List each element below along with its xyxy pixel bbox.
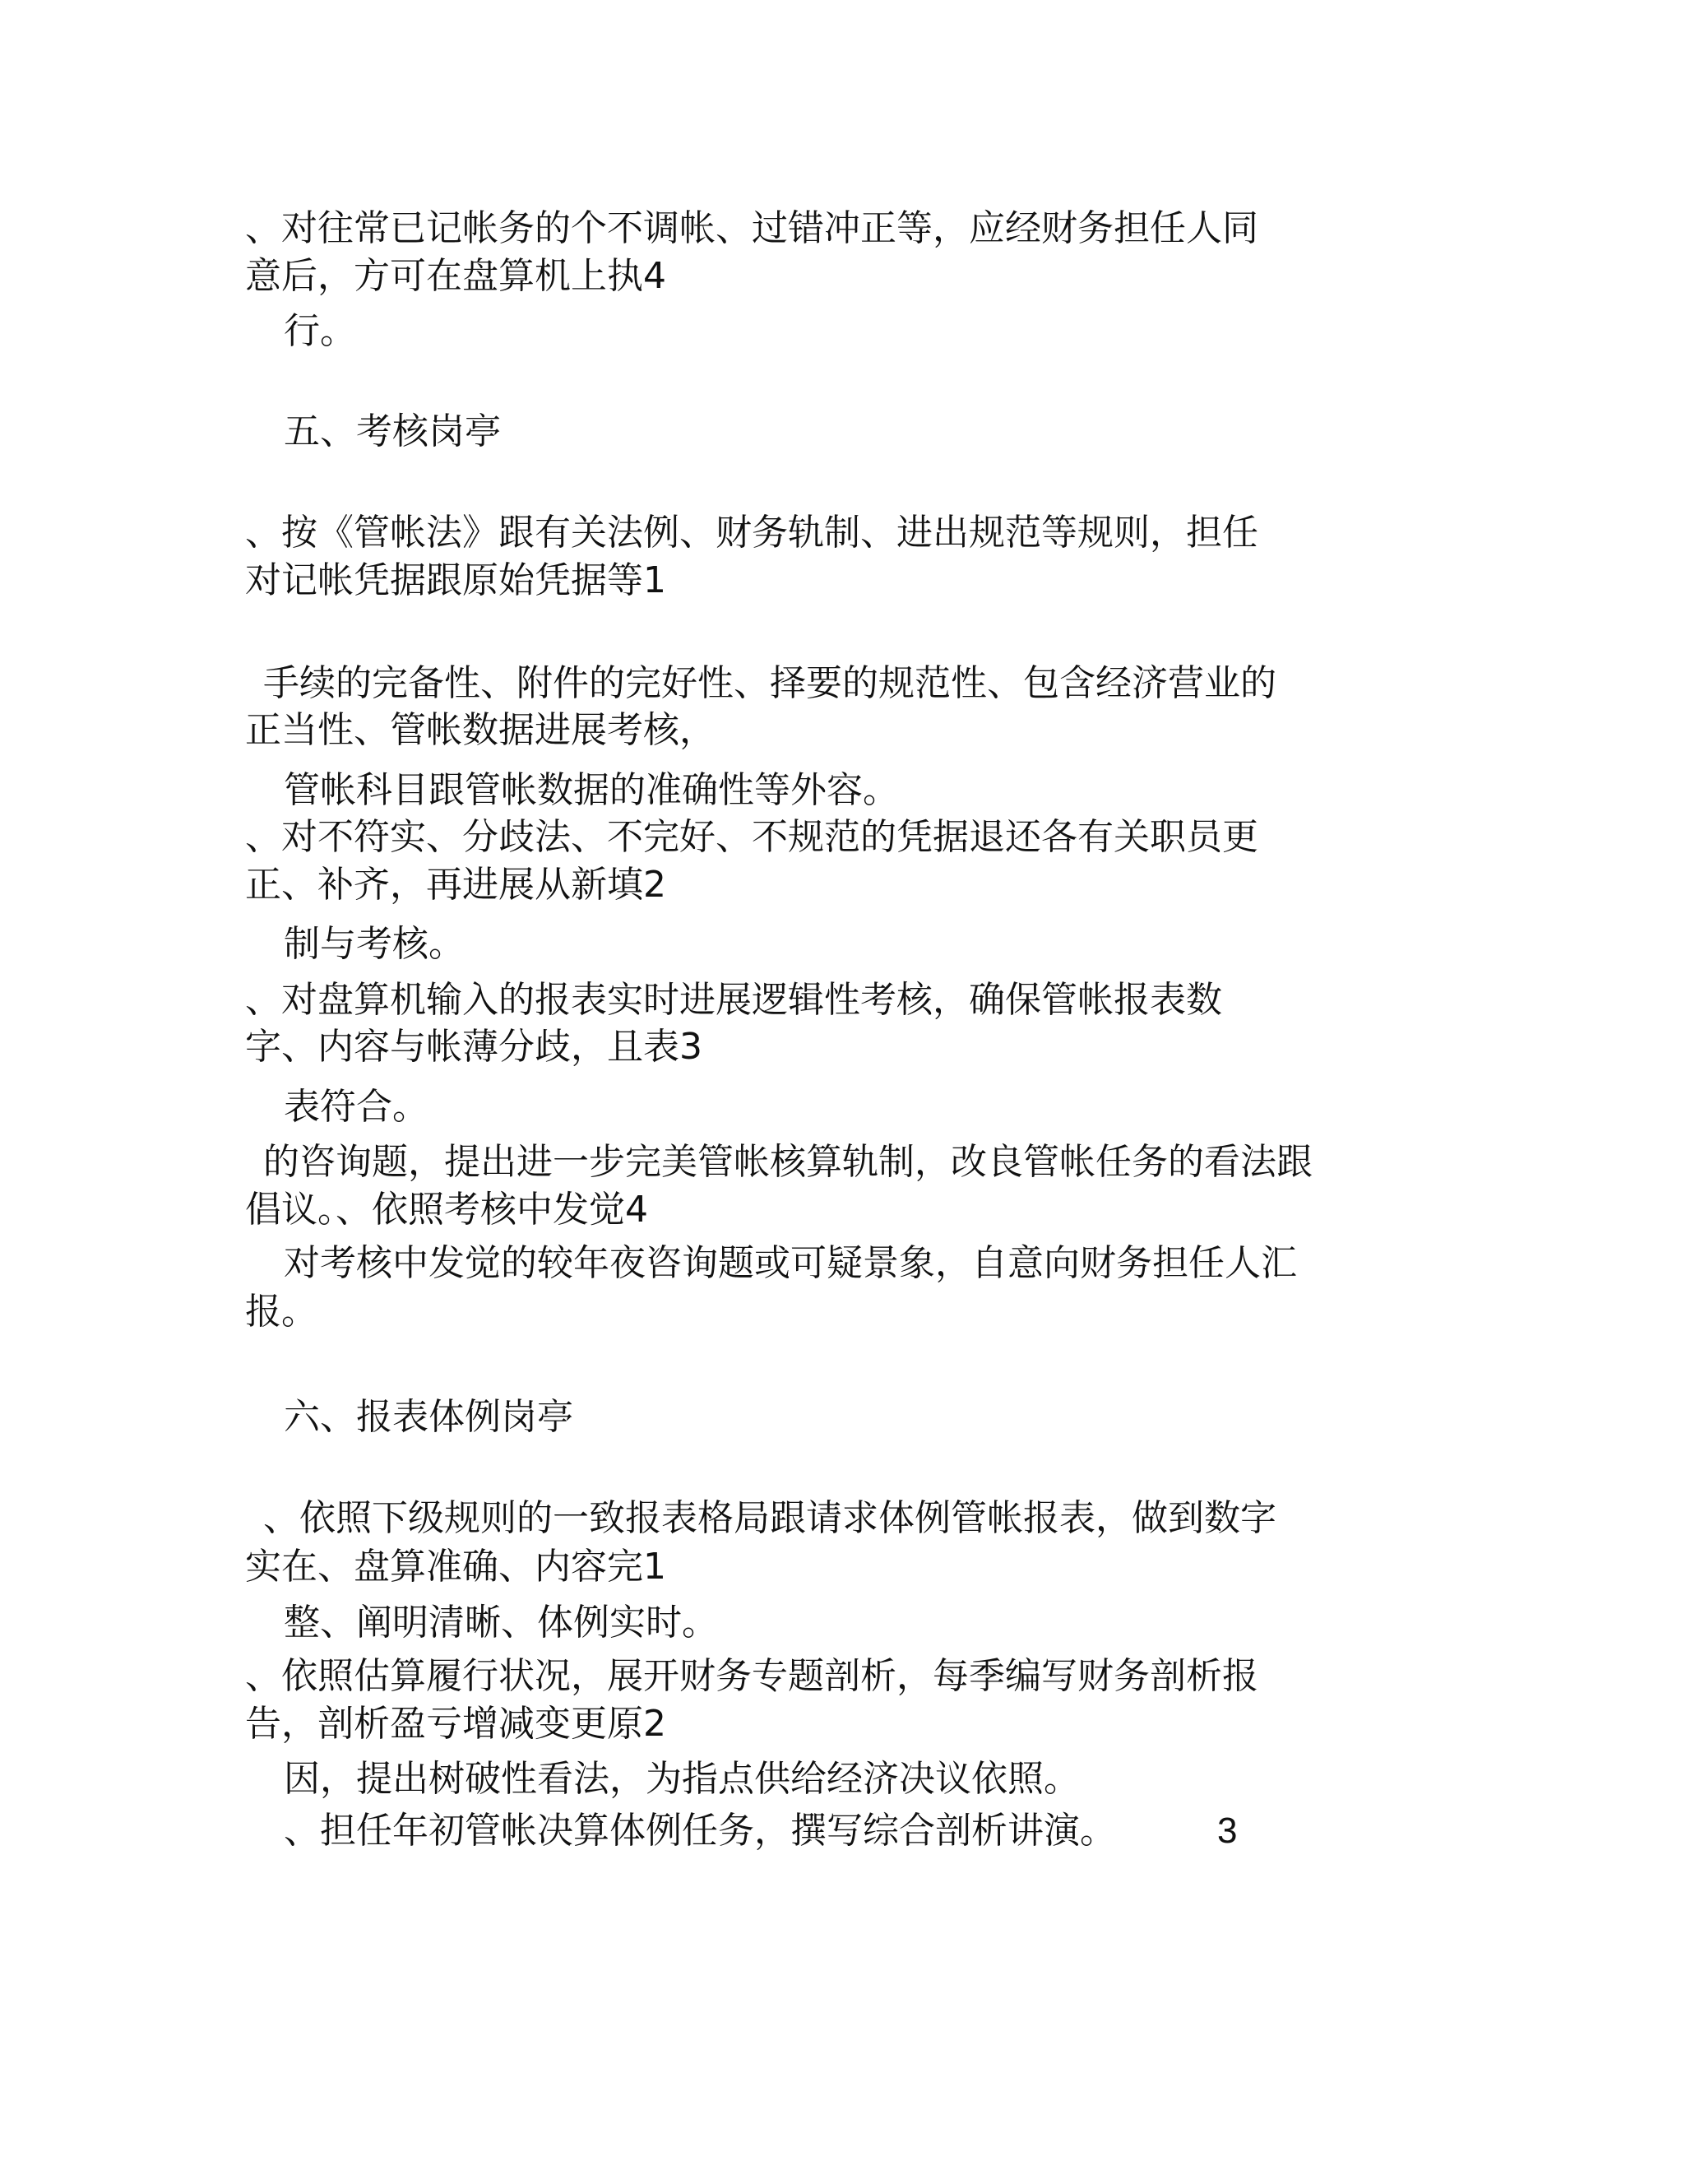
text-line-21: 整、阐明清晰、体例实时。 (284, 1602, 718, 1644)
text-line-7: 正当性、管帐数据进展考核， (245, 709, 716, 751)
text-line-4: 、按《管帐法》跟有关法例、财务轨制、进出规范等规则，担任 (245, 512, 1258, 554)
text-line-19: 、依照下级规则的一致报表格局跟请求体例管帐报表，做到数字 (263, 1497, 1276, 1539)
text-line-12: 、对盘算机输入的报表实时进展逻辑性考核，确保管帐报表数 (245, 979, 1222, 1021)
text-line-14: 表符合。 (284, 1086, 428, 1128)
text-line-25: 、担任年初管帐决算体例任务，撰写综合剖析讲演。 (284, 1810, 1116, 1852)
section-heading-6: 六、报表体例岗亭 (284, 1396, 573, 1438)
text-line-20: 实在、盘算准确、内容完1 (245, 1546, 666, 1588)
text-line-2: 意后，方可在盘算机上执4 (245, 255, 666, 297)
text-line-16: 倡议。、依照考核中发觉4 (245, 1189, 648, 1231)
text-line-15: 的咨询题，提出进一步完美管帐核算轨制，改良管帐任务的看法跟 (263, 1141, 1313, 1183)
text-line-23: 告，剖析盈亏增减变更原2 (245, 1703, 666, 1745)
text-line-8: 管帐科目跟管帐数据的准确性等外容。 (284, 769, 899, 811)
text-line-22: 、依照估算履行状况，展开财务专题剖析，每季编写财务剖析报 (245, 1655, 1258, 1697)
text-line-17: 对考核中发觉的较年夜咨询题或可疑景象，自意向财务担任人汇 (284, 1242, 1297, 1284)
section-heading-5: 五、考核岗亭 (284, 410, 501, 452)
text-line-11: 制与考核。 (284, 923, 465, 965)
text-line-3: 行。 (284, 310, 356, 352)
text-line-6: 手续的完备性、附件的完好性、择要的规范性、包含经济营业的 (263, 662, 1276, 704)
text-line-13: 字、内容与帐薄分歧，且表3 (245, 1026, 702, 1068)
text-line-1: 、对往常已记帐务的个不调帐、过错冲正等，应经财务担任人同 (245, 207, 1258, 249)
trailing-number: 3 (1217, 1811, 1238, 1851)
text-line-5: 对记帐凭据跟原始凭据等1 (245, 559, 666, 601)
text-line-10: 正、补齐，再进展从新填2 (245, 864, 666, 906)
text-line-9: 、对不符实、分歧法、不完好、不规范的凭据退还各有关职员更 (245, 816, 1258, 858)
text-line-24: 因，提出树破性看法，为指点供给经济决议依照。 (284, 1758, 1080, 1800)
text-line-18: 报。 (245, 1291, 317, 1333)
